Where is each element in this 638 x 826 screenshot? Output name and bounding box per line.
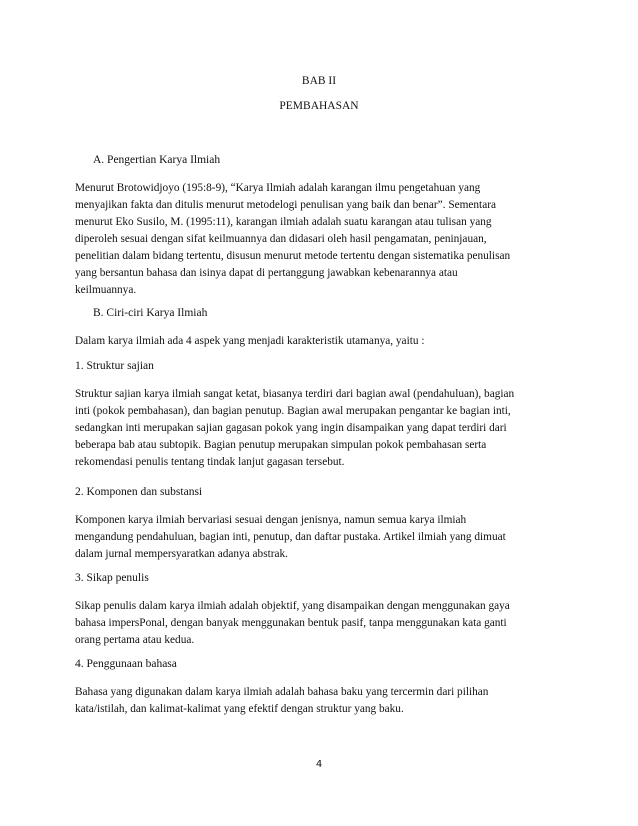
- section-a-paragraph: [75, 180, 565, 299]
- paragraph-line: inti (pokok pembahasan), dan bagian penutup. Bagian awal merupakan pengantar ke bagian inti,: [75, 405, 511, 417]
- section-b-intro: Dalam karya ilmiah ada 4 aspek yang menjadi karakteristik utamanya, yaitu :: [75, 335, 425, 347]
- paragraph-line: Sikap penulis dalam karya ilmiah adalah objektif, yang disampaikan dengan menggunakan gaya: [75, 600, 510, 612]
- point-1-heading: 1. Struktur sajian: [75, 360, 154, 372]
- paragraph-line: sedangkan inti merupakan sajian gagasan pokok yang ingin disampaikan yang dapat terdiri dari: [75, 422, 507, 434]
- point-2-heading: 2. Komponen dan substansi: [75, 486, 203, 498]
- paragraph-line: yang bersantun bahasa dan isinya dapat di pertanggung jawabkan kebenarannya atau: [75, 267, 458, 279]
- paragraph-line: diperoleh sesuai dengan sifat keilmuannya dan didasari oleh hasil pengamatan, peninjauan,: [75, 233, 487, 245]
- paragraph-line: orang pertama atau kedua.: [75, 634, 195, 646]
- paragraph-line: Struktur sajian karya ilmiah sangat ketat, biasanya terdiri dari bagian awal (pendahuluan), bagian: [75, 388, 515, 400]
- paragraph-line: Bahasa yang digunakan dalam karya ilmiah adalah bahasa baku yang tercermin dari pilihan: [75, 686, 489, 698]
- section-b-heading: B. Ciri-ciri Karya Ilmiah: [93, 307, 208, 319]
- point-2-paragraph: [75, 512, 565, 563]
- point-4-paragraph: [75, 684, 565, 718]
- paragraph-line: mengandung pendahuluan, bagian inti, penutup, dan daftar pustaka. Artikel ilmiah yang dimuat: [75, 531, 506, 543]
- paragraph-line: kata/istilah, dan kalimat-kalimat yang efektif dengan struktur yang baku.: [75, 703, 404, 715]
- chapter-title: PEMBAHASAN: [279, 100, 359, 112]
- paragraph-line: keilmuannya.: [75, 284, 137, 296]
- paragraph-line: penelitian dalam bidang tertentu, disusun menurut metode tertentu dengan sistematika penulisan: [75, 250, 511, 262]
- paragraph-line: menyajikan fakta dan ditulis menurut metodelogi penulisan yang baik dan benar”. Sementara: [75, 199, 496, 211]
- paragraph-line: Menurut Brotowidjoyo (195:8-9), “Karya Ilmiah adalah karangan ilmu pengetahuan yang: [75, 182, 481, 194]
- paragraph-line: bahasa impersPonal, dengan banyak menggunakan bentuk pasif, tanpa menggunakan kata ganti: [75, 617, 507, 629]
- point-1-paragraph: [75, 386, 565, 471]
- chapter-label: BAB II: [301, 75, 337, 87]
- paragraph-line: beberapa bab atau subtopik. Bagian penutup merupakan simpulan pokok pembahasan serta: [75, 439, 487, 451]
- paragraph-line: Komponen karya ilmiah bervariasi sesuai dengan jenisnya, namun semua karya ilmiah: [75, 514, 467, 526]
- point-3-paragraph: [75, 598, 565, 649]
- paragraph-line: menurut Eko Susilo, M. (1995:11), karangan ilmiah adalah suatu karangan atau tulisan yang: [75, 216, 492, 228]
- paragraph-line: rekomendasi penulis tentang tindak lanjut gagasan tersebut.: [75, 456, 345, 468]
- paragraph-line: dalam jurnal mempersyaratkan adanya abstrak.: [75, 548, 288, 560]
- section-a-heading: A. Pengertian Karya Ilmiah: [93, 154, 221, 166]
- point-3-heading: 3. Sikap penulis: [75, 572, 149, 584]
- point-4-heading: 4. Penggunaan bahasa: [75, 658, 177, 670]
- page-number: 4: [315, 759, 323, 770]
